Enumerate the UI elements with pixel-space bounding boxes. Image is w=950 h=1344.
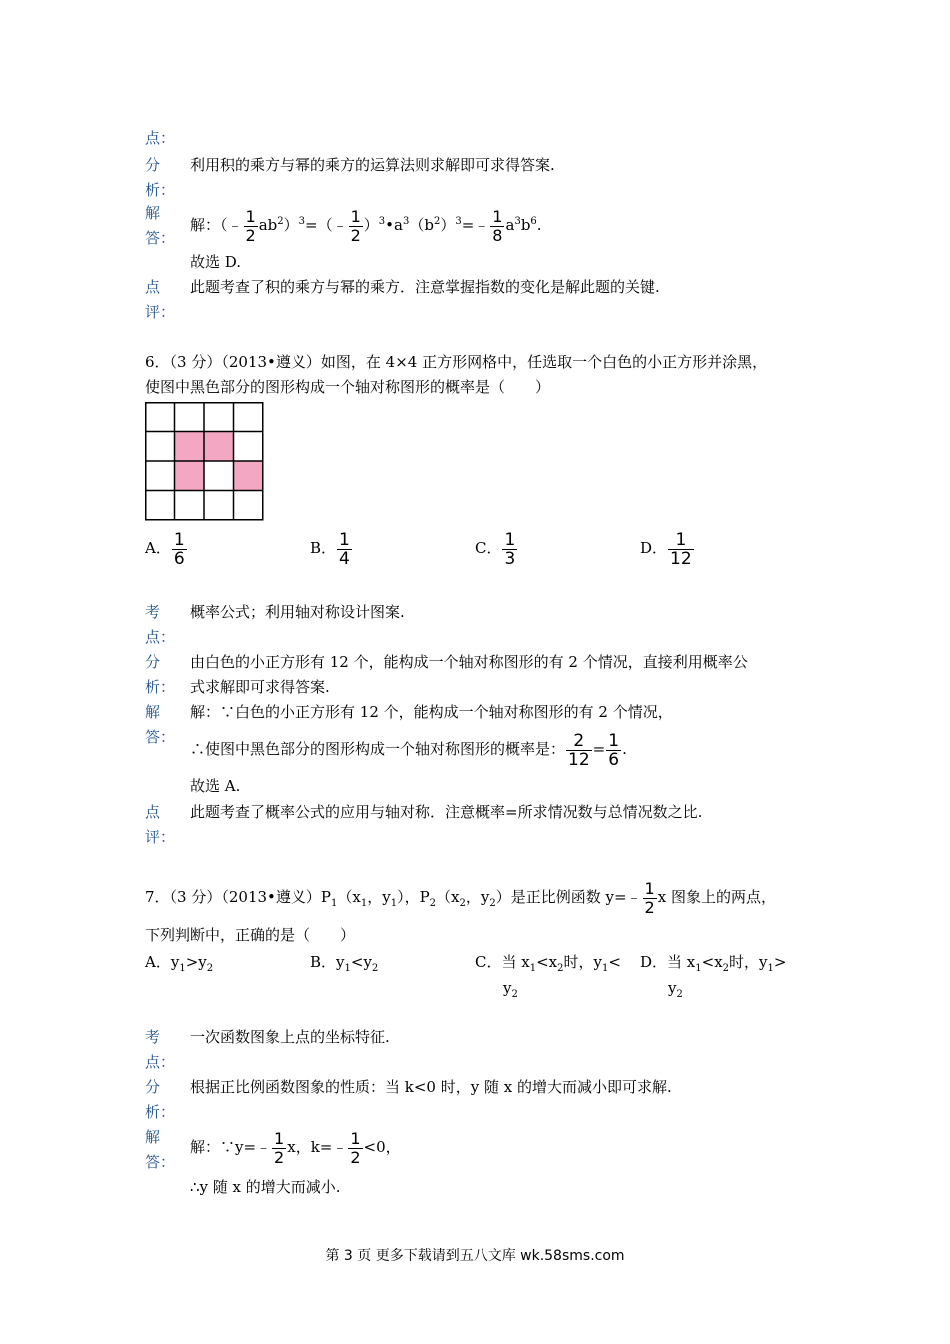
label-xi: 析： xyxy=(145,181,176,199)
q6-stem-line1: 6．（3 分）（2013•遵义）如图，在 4×4 正方形网格中，任选取一个白色的小正方形并涂黑， xyxy=(145,353,768,371)
label-jie-2: 解 xyxy=(145,703,161,721)
q6-choose: 故选 A. xyxy=(190,777,241,795)
q6-analysis-line1: 由白色的小正方形有 12 个，能构成一个轴对称图形的有 2 个情况，直接利用概率公 xyxy=(190,653,748,671)
q7-solution-line2: ∴y 随 x 的增大而减小. xyxy=(190,1178,341,1196)
q7-stem-line2: 下列判断中，正确的是（ ） xyxy=(145,926,356,944)
q7-option-d[interactable]: D．当 $x_1<x_2$时，$y_1>$ xyxy=(640,953,787,974)
label-dian-ping: 点 xyxy=(145,278,161,296)
q5-comment: 此题考查了积的乘方与幂的乘方．注意掌握指数的变化是解此题的关键. xyxy=(190,278,660,296)
label-xi-3: 析： xyxy=(145,1103,176,1121)
label-dian-kao: 点： xyxy=(145,628,176,646)
q6-kaodian: 概率公式；利用轴对称设计图案. xyxy=(190,603,405,621)
grid-cell-shaded xyxy=(234,461,264,491)
label-dian: 点： xyxy=(145,129,176,147)
label-kao-2: 考 xyxy=(145,1028,161,1046)
q6-option-a[interactable]: A． $\frac{1}{6}$ xyxy=(145,529,185,569)
label-fen-3: 分 xyxy=(145,1078,161,1096)
q7-stem-line1: 7．（3 分）（2013•遵义）$P_1(x_1$，$y_1$），$P_2(x_2$，$y_2$）是正比例函数 y=﹣ $\frac{1}{2}$ x 图象上的两点， xyxy=(145,878,776,917)
label-fen: 分 xyxy=(145,156,161,174)
label-dian-ping-2: 点 xyxy=(145,803,161,821)
label-ping: 评： xyxy=(145,303,176,321)
grid-cell-shaded xyxy=(175,432,205,462)
q6-option-c[interactable]: C． $\frac{1}{3}$ xyxy=(475,529,516,569)
q7-option-d-cont: $y_2$ xyxy=(668,979,683,1000)
grid-cell-shaded xyxy=(175,461,205,491)
grid-svg xyxy=(145,402,264,521)
q6-stem-line2: 使图中黑色部分的图形构成一个轴对称图形的概率是（ ） xyxy=(145,378,551,396)
q6-solution-line1: 解：∵白色的小正方形有 12 个，能构成一个轴对称图形的有 2 个情况， xyxy=(190,703,673,721)
label-kao: 考 xyxy=(145,603,161,621)
q6-option-b[interactable]: B． $\frac{1}{4}$ xyxy=(310,529,350,569)
label-ping-2: 评： xyxy=(145,828,176,846)
fraction-half-2: $\frac{1}{2}$ xyxy=(350,206,361,245)
label-da: 答： xyxy=(145,229,176,247)
q6-grid-figure xyxy=(145,402,263,520)
q7-option-c[interactable]: C．当 $x_1<x_2$时，$y_1<$ xyxy=(475,953,621,974)
q7-kaodian: 一次函数图象上点的坐标特征. xyxy=(190,1028,390,1046)
label-dian-kao-2: 点： xyxy=(145,1053,176,1071)
q6-option-d[interactable]: D． $\frac{1}{12}$ xyxy=(640,529,692,569)
fraction-eighth: $\frac{1}{8}$ xyxy=(492,206,503,245)
label-jie: 解 xyxy=(145,204,161,222)
label-da-3: 答： xyxy=(145,1153,176,1171)
label-jie-3: 解 xyxy=(145,1128,161,1146)
q7-analysis: 根据正比例函数图象的性质：当 k<0 时，y 随 x 的增大而减小即可求解. xyxy=(190,1078,672,1096)
q5-analysis: 利用积的乘方与幂的乘方的运算法则求解即可求得答案. xyxy=(190,156,555,174)
q7-option-b[interactable]: B．$y_1<y_2$ xyxy=(310,953,379,974)
fraction-half: $\frac{1}{2}$ xyxy=(245,206,256,245)
label-xi-2: 析： xyxy=(145,678,176,696)
q7-solution-line1: 解：∵y=﹣ $\frac{1}{2}$ x，k=﹣ $\frac{1}{2}$ <0， xyxy=(190,1128,401,1167)
grid-cell-shaded xyxy=(204,432,234,462)
label-fen-2: 分 xyxy=(145,653,161,671)
q6-comment: 此题考查了概率公式的应用与轴对称．注意概率=所求情况数与总情况数之比. xyxy=(190,803,703,821)
q7-option-a[interactable]: A．$y_1>y_2$ xyxy=(145,953,214,974)
q6-solution-line2: ∴使图中黑色部分的图形构成一个轴对称图形的概率是： $\frac{2}{12}$ = $\frac{1}{6}$ . xyxy=(190,730,627,770)
q6-analysis-line2: 式求解即可求得答案. xyxy=(190,678,330,696)
q5-choose: 故选 D. xyxy=(190,253,242,271)
q5-solution: 解：（﹣ $\frac{1}{2}$ $ab^2)^3=(﹣$ $\frac{1}{2}$ ）$^3•a^3(b^2)^3=﹣$ $\frac{1}{8}$ $a^3b^6$. xyxy=(190,206,542,245)
q7-option-c-cont: $y_2$ xyxy=(503,979,518,1000)
page-footer: 第 3 页 更多下载请到五八文库 wk.58sms.com xyxy=(325,1248,625,1264)
label-da-2: 答： xyxy=(145,728,176,746)
